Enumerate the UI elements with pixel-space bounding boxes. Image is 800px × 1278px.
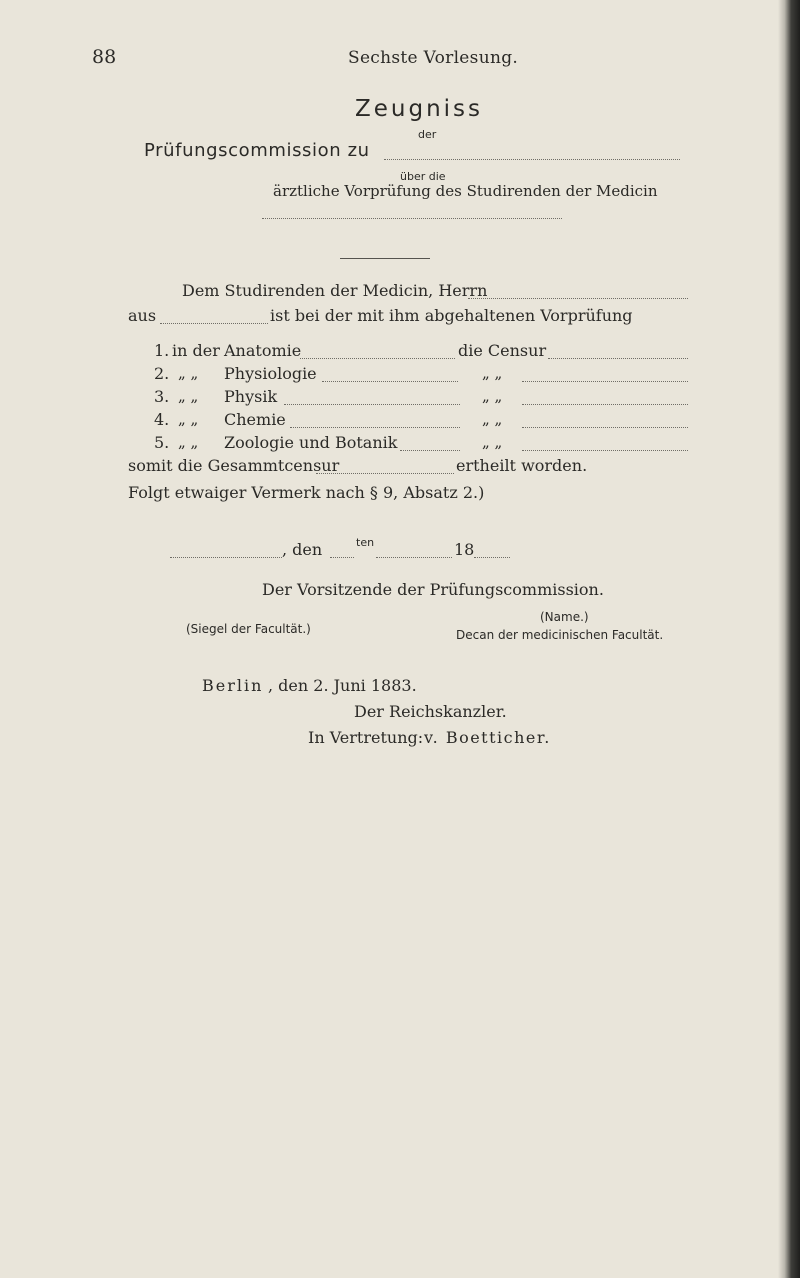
blank-day [330,557,354,558]
book-spine-shadow [778,0,800,1278]
item-prefix: „ „ [178,410,199,428]
running-title: Sechste Vorlesung. [348,48,519,68]
vermerk-note: Folgt etwaiger Vermerk nach § 9, Absatz 2.) [128,483,485,502]
item-grade: „ „ [482,387,503,405]
form-title: Zeugniss [355,96,484,122]
somit-label: somit die Gesammtcensur [128,456,340,475]
item-prefix: „ „ [178,387,199,405]
item-prefix: „ „ [178,364,199,382]
item-grade: die Censur [458,341,547,360]
blank-grade [522,381,688,382]
footer-office: Der Reichskanzler. [354,702,507,721]
blank-gesammtcensur [316,473,454,474]
vorsitzende-label: Der Vorsitzende der Prüfungscommission. [262,580,604,599]
subject-line: ärztliche Vorprüfung des Studirenden der Medicin [273,182,658,200]
item-number: 5. [154,433,170,452]
blank-month [376,557,452,558]
separator-rule [340,258,430,259]
item-subject: Zoologie und Botanik [224,433,398,452]
item-number: 2. [154,364,170,383]
date-year: 18 [454,540,475,559]
blank-item [322,381,458,382]
intro-text: Dem Studirenden der Medicin, Herrn [182,281,488,300]
item-subject: Chemie [224,410,286,429]
footer-signature-name: v. Boetticher. [424,728,551,747]
blank-grade [522,450,688,451]
commission-label: Prüfungscommission zu [144,140,370,161]
decan-label: Decan der medicinischen Facultät. [456,628,664,642]
item-subject: Physik [224,387,278,406]
blank-line-extra [262,218,562,219]
item-grade: „ „ [482,433,503,451]
ertheilt-label: ertheilt worden. [456,456,588,475]
item-number: 4. [154,410,170,429]
item-prefix: „ „ [178,433,199,451]
item-grade: „ „ [482,410,503,428]
date-den: , den [282,540,323,559]
page-number: 88 [92,46,117,68]
ueber-die: über die [400,170,446,183]
footer-city: Berlin [202,676,264,695]
siegel-label: (Siegel der Facultät.) [186,622,311,636]
footer-signature-prefix: In Vertretung: [308,728,424,747]
footer-date: , den 2. Juni 1883. [268,676,417,695]
blank-year [474,557,510,558]
item-subject: Anatomie [224,341,302,360]
blank-commission [384,159,680,160]
blank-item [284,404,460,405]
blank-item [400,450,460,451]
blank-place [170,557,282,558]
blank-grade [522,404,688,405]
date-ten-suffix: ten [356,536,375,549]
blank-aus [160,323,268,324]
blank-item [300,358,455,359]
aus-rest: ist bei der mit ihm abgehaltenen Vorprüfung [270,306,633,325]
item-grade: „ „ [482,364,503,382]
item-prefix: in der [172,341,220,360]
blank-grade [548,358,688,359]
item-subject: Physiologie [224,364,317,383]
blank-item [290,427,460,428]
item-number: 3. [154,387,170,406]
form-der: der [418,128,437,141]
blank-grade [522,427,688,428]
aus-label: aus [128,306,157,325]
name-label: (Name.) [540,610,589,624]
item-number: 1. [154,341,170,360]
blank-name [468,298,688,299]
